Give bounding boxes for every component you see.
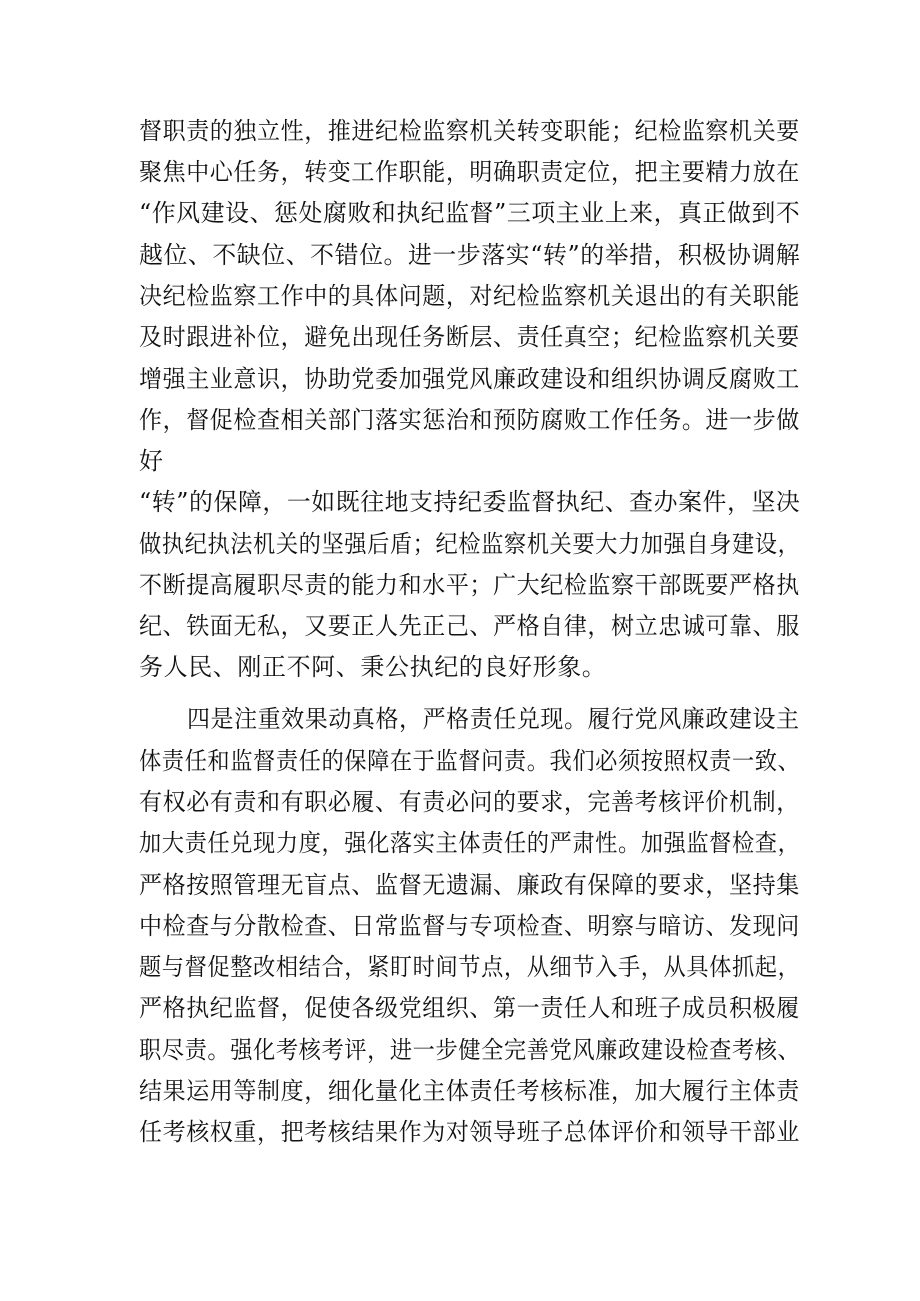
text-line: 加大责任兑现力度，强化落实主体责任的严肃性。加强监督检查， <box>139 829 801 857</box>
text-line: 有权必有责和有职必履、有责必问的要求，完善考核评价机制， <box>139 788 800 816</box>
text-line: 严格按照管理无盲点、监督无遗漏、廉政有保障的要求，坚持集 <box>139 871 800 899</box>
text-line: 越位、不缺位、不错位。进一步落实“转”的举措，积极协调解 <box>139 241 801 269</box>
text-line: “转”的保障，一如既往地支持纪委监督执纪、查办案件，坚决 <box>139 488 801 516</box>
text-line: 好 <box>139 447 164 475</box>
paragraph-start-line: 四是注重效果动真格，严格责任兑现。履行党风廉政建设主 <box>187 705 800 733</box>
text-line: 严格执纪监督，促使各级党组织、第一责任人和班子成员积极履 <box>139 994 800 1022</box>
text-line: 题与督促整改相结合，紧盯时间节点，从细节入手，从具体抓起， <box>139 953 801 981</box>
text-line: 督职责的独立性，推进纪检监察机关转变职能；纪检监察机关要 <box>139 117 800 145</box>
text-line: “作风建设、惩处腐败和执纪监督”三项主业上来，真正做到不 <box>139 199 801 227</box>
text-line: 体责任和监督责任的保障在于监督问责。我们必须按照权责一致、 <box>139 747 801 775</box>
text-line: 任考核权重，把考核结果作为对领导班子总体评价和领导干部业 <box>139 1118 800 1146</box>
text-line: 中检查与分散检查、日常监督与专项检查、明察与暗访、发现问 <box>139 912 800 940</box>
text-line: 增强主业意识，协助党委加强党风廉政建设和组织协调反腐败工 <box>139 365 800 393</box>
text-line: 作，督促检查相关部门落实惩治和预防腐败工作任务。进一步做 <box>139 406 800 434</box>
text-line: 职尽责。强化考核考评，进一步健全完善党风廉政建设检查考核、 <box>139 1036 801 1064</box>
text-line: 做执纪执法机关的坚强后盾；纪检监察机关要大力加强自身建设， <box>139 530 801 558</box>
text-line: 纪、铁面无私，又要正人先正己、严格自律，树立忠诚可靠、服 <box>139 612 800 640</box>
text-line: 务人民、刚正不阿、秉公执纪的良好形象。 <box>139 653 607 681</box>
text-line: 结果运用等制度，细化量化主体责任考核标准，加大履行主体责 <box>139 1077 800 1105</box>
text-line: 决纪检监察工作中的具体问题，对纪检监察机关退出的有关职能 <box>139 282 800 310</box>
text-line: 不断提高履职尽责的能力和水平；广大纪检监察干部既要严格执 <box>139 571 800 599</box>
text-line: 聚焦中心任务，转变工作职能，明确职责定位，把主要精力放在 <box>139 158 800 186</box>
text-line: 及时跟进补位，避免出现任务断层、责任真空；纪检监察机关要 <box>139 323 800 351</box>
